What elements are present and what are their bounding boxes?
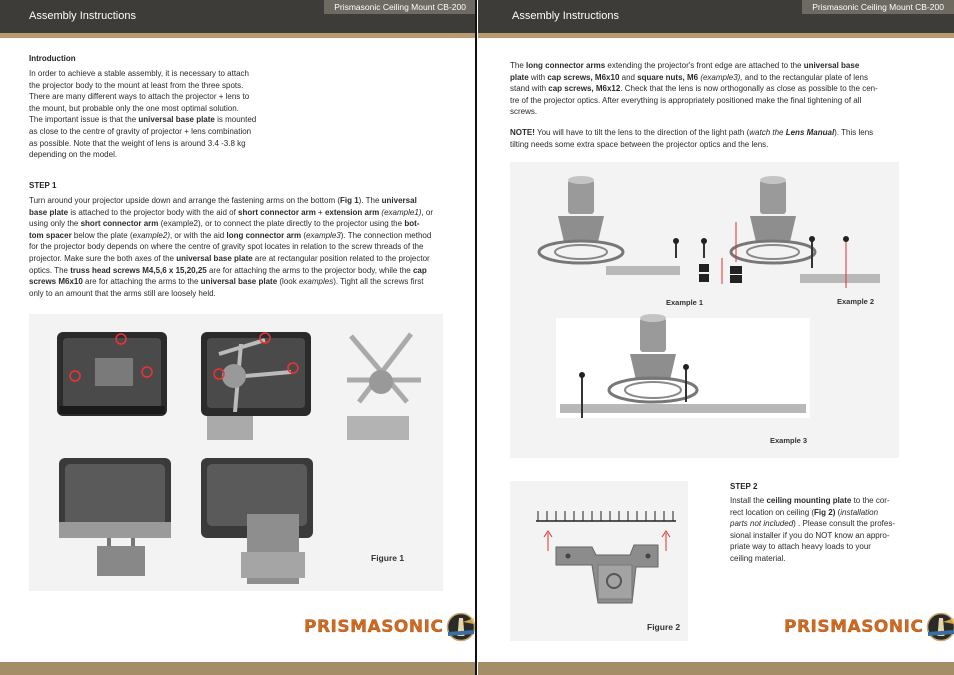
text-run: universal base plate xyxy=(200,277,278,287)
text-run: examples xyxy=(298,277,334,287)
text-run: with xyxy=(528,72,548,82)
text-run: stand with xyxy=(510,84,549,94)
text-run: ( xyxy=(835,507,841,517)
text-run: extending the projector's front edge are attached to the xyxy=(605,61,804,70)
text-run: universal base xyxy=(803,61,860,70)
text-line xyxy=(29,195,459,207)
text-run: Lens Manual xyxy=(785,128,835,137)
text-line xyxy=(510,127,910,139)
text-line: In order to achieve a stable assembly, it is necessary to attach xyxy=(29,69,249,78)
figure1-caption: Figure 1 xyxy=(371,553,405,563)
text-run: (example3), xyxy=(698,72,743,82)
projector-underside-photo xyxy=(57,332,167,416)
figure1-photo-panel xyxy=(29,314,443,591)
intro-heading: Introduction xyxy=(29,54,76,63)
left-page xyxy=(0,0,476,675)
text-run: , or with the aid xyxy=(169,230,227,240)
logo-wordmark: PRISMASONIC xyxy=(784,617,924,637)
text-run: universal base plate xyxy=(176,253,253,263)
footer-band xyxy=(478,662,954,675)
text-run: ( xyxy=(301,230,307,240)
text-run: ). The xyxy=(358,196,382,205)
text-run: plate xyxy=(510,72,529,82)
right-page xyxy=(478,0,954,675)
text-run: (example2), or to connect the plate directly to the projector using the xyxy=(158,219,405,229)
step2-heading: STEP 2 xyxy=(730,482,758,491)
text-run: tom spacer xyxy=(29,230,72,240)
text-run: universal xyxy=(381,196,417,205)
text-run: extension arm xyxy=(324,207,380,217)
text-run: Turn around your projector upside down and arrange the fastening arms on the bottom ( xyxy=(29,196,340,205)
examples-photo-panel xyxy=(510,162,899,458)
text-line: screws. xyxy=(510,107,538,117)
projector-top-view-photo xyxy=(59,458,171,576)
ceiling-hatch xyxy=(538,511,673,521)
header-rule xyxy=(478,33,954,38)
header-title: Assembly Instructions xyxy=(512,10,619,22)
text-line xyxy=(730,495,905,507)
page-header xyxy=(0,0,476,33)
text-line: priate way to attach heavy loads to your xyxy=(730,542,871,552)
text-line: the projector body to the mount at least from the three spots. xyxy=(29,80,244,90)
text-run: . Check that the lens is now orthogonally as close as possible to the cen- xyxy=(620,84,878,94)
text-run: The important issue is that the xyxy=(29,115,139,125)
figure1-illustration xyxy=(29,314,443,591)
text-run: ). This lens xyxy=(834,128,874,137)
text-run: cap screws, M6x10 xyxy=(547,72,620,82)
text-line: ceiling material. xyxy=(730,553,786,563)
logo-wordmark: PRISMASONIC xyxy=(304,617,444,637)
text-line: There are many different ways to attach the projector + lens to xyxy=(29,92,250,102)
arm-assembly-photo xyxy=(347,334,421,440)
text-line xyxy=(29,230,459,242)
text-line: tre of the projector optics. After everything is appropriately positioned make the final tightening of all xyxy=(510,95,862,105)
text-run: watch the xyxy=(749,128,786,137)
prismasonic-logo xyxy=(784,612,954,642)
text-line xyxy=(730,518,905,530)
text-run: projector. Make sure the both axes of the xyxy=(29,253,177,263)
text-run: are for attaching the arms to the projector body, while the xyxy=(206,265,413,275)
text-line xyxy=(29,253,459,265)
example2-mount-photo xyxy=(730,176,880,288)
ceiling-mounting-plate xyxy=(556,545,658,603)
text-line xyxy=(29,114,289,126)
text-run: Fig 1 xyxy=(340,196,359,205)
note-paragraph xyxy=(510,127,910,150)
text-run: is attached to the projector body with the aid of xyxy=(68,207,239,217)
up-arrow-icon xyxy=(544,531,552,551)
text-run: optics. The xyxy=(29,265,71,275)
text-line: only to an amount that the arms still are loosely held. xyxy=(29,288,216,298)
text-run: ceiling mounting plate xyxy=(766,496,852,505)
long-arms-paragraph xyxy=(510,60,910,118)
text-run: You will have to tilt the lens to the direction of the light path ( xyxy=(534,128,750,137)
text-run: truss head screws M4,5,6 x 15,20,25 xyxy=(70,265,207,275)
text-run: cap screws, M6x12 xyxy=(548,84,621,94)
lighthouse-emblem-icon xyxy=(446,612,476,642)
text-run: is mounted xyxy=(214,115,257,125)
header-rule xyxy=(0,33,476,38)
text-line: as possible. Note that the weight of lens is around 3.4 -3.8 kg xyxy=(29,138,246,148)
intro-paragraph xyxy=(29,68,289,161)
text-run: parts not included xyxy=(730,519,794,529)
header-title: Assembly Instructions xyxy=(29,10,136,22)
text-run: , or xyxy=(421,207,434,217)
example2-caption: Example 2 xyxy=(837,297,875,306)
prismasonic-logo xyxy=(304,612,476,642)
lighthouse-emblem-icon xyxy=(926,612,954,642)
text-line: for the projector body depends on where the centre of gravity spot locates in relation to the screw threads of the xyxy=(29,242,424,252)
step1-heading: STEP 1 xyxy=(29,181,57,190)
text-run: rect location on ceiling ( xyxy=(730,507,815,517)
text-run: cap xyxy=(412,265,427,275)
text-line xyxy=(29,207,459,219)
text-run: to the cor- xyxy=(851,496,890,505)
text-run: universal base plate xyxy=(138,115,215,125)
text-run: short connector arm xyxy=(238,207,316,217)
text-run: + xyxy=(315,207,325,217)
example1-mount-photo xyxy=(539,176,722,284)
text-line xyxy=(510,60,910,72)
figure2-caption: Figure 2 xyxy=(647,622,681,632)
text-line: the mount, but probable only the one most optimal solution. xyxy=(29,103,239,113)
text-run: square nuts, M6 xyxy=(637,72,699,82)
footer-band xyxy=(0,662,476,675)
text-run: below the plate ( xyxy=(71,230,133,240)
text-run: ) . Please consult the profes- xyxy=(793,519,895,529)
text-run: using only the xyxy=(29,219,81,229)
text-run: example2) xyxy=(132,230,170,240)
text-run: The xyxy=(510,61,527,70)
text-run: are for attaching the arms to the xyxy=(82,277,201,287)
example1-caption: Example 1 xyxy=(666,298,704,307)
text-line xyxy=(510,83,910,95)
example3-caption: Example 3 xyxy=(770,436,808,445)
text-run: ). Tight all the screws first xyxy=(333,277,424,287)
up-arrow-icon xyxy=(662,531,670,551)
header-model-tab: Prismasonic Ceiling Mount CB-200 xyxy=(802,0,954,14)
text-run: short connector arm xyxy=(80,219,159,229)
text-run: example3 xyxy=(306,230,341,240)
examples-illustration xyxy=(510,162,899,458)
text-line: sional installer if you do NOT know an appro- xyxy=(730,530,890,540)
text-run: ). The connection method xyxy=(340,230,432,240)
text-run: (example1) xyxy=(379,207,422,217)
text-line xyxy=(29,218,459,230)
text-line xyxy=(510,72,910,84)
text-line: tilting needs some extra space between the projector optics and the lens. xyxy=(510,139,769,149)
figure2-photo-panel xyxy=(510,481,688,641)
text-run: installation xyxy=(840,507,879,517)
text-run: and to the rectangular plate of lens xyxy=(742,72,868,82)
header-model-tab: Prismasonic Ceiling Mount CB-200 xyxy=(324,0,476,14)
projector-mounted-photo xyxy=(201,458,313,584)
text-run: long connector arm xyxy=(226,230,302,240)
text-run: and xyxy=(619,72,638,82)
text-run: (look xyxy=(277,277,299,287)
text-run: are at rectangular position related to the projector xyxy=(252,253,430,263)
figure2-illustration xyxy=(510,481,688,641)
projector-with-arms-photo xyxy=(201,332,311,440)
text-line xyxy=(730,507,905,519)
page-header xyxy=(478,0,954,33)
step2-paragraph xyxy=(730,495,905,565)
example3-mount-photo xyxy=(556,314,810,418)
text-line xyxy=(29,276,459,288)
text-run: NOTE! xyxy=(510,128,535,137)
step1-paragraph xyxy=(29,195,459,299)
text-run: long connector arms xyxy=(526,61,606,70)
text-run: bot- xyxy=(404,219,420,229)
text-run: Fig 2) xyxy=(814,507,836,517)
text-run: base plate xyxy=(29,207,69,217)
text-run: screws M6x10 xyxy=(29,277,83,287)
text-line: as close to the centre of gravity of projector + lens combination xyxy=(29,126,252,136)
text-run: Install the xyxy=(730,496,767,505)
page-gutter xyxy=(475,0,477,675)
text-line xyxy=(29,265,459,277)
text-line: depending on the model. xyxy=(29,150,118,160)
